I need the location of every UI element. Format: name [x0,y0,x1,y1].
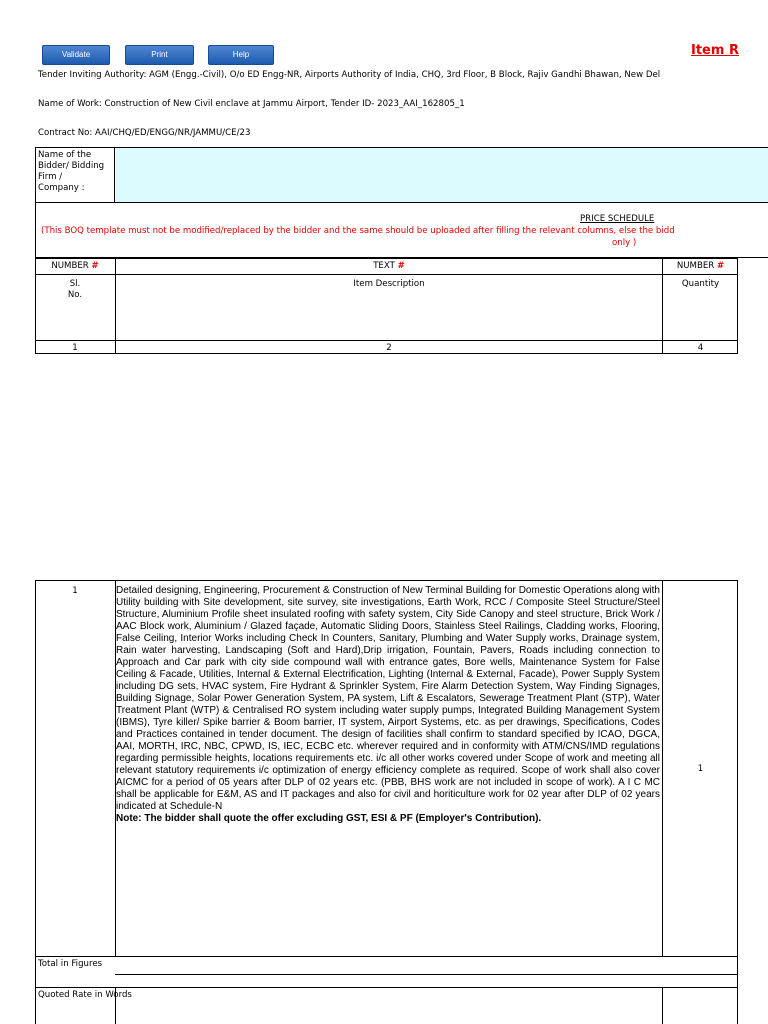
column-type-text: TEXT # [373,261,405,271]
bidder-name-input[interactable] [116,148,768,202]
column-index: 4 [697,343,704,353]
help-button[interactable]: Help [208,45,274,65]
item-description-cell [116,585,660,825]
tender-authority-text: Tender Inviting Authority: AGM (Engg.-Civil), O/o ED Engg-NR, Airports Authority of India, CHQ, 3rd Floor, B Block, Rajiv Gandhi Bhawan, New Del [38,70,661,80]
row-divider [35,274,738,275]
item-note: Note: The bidder shall quote the offer excluding GST, ESI & PF (Employer's Contribution). [116,813,542,824]
column-header-sl-no: Sl. No. [67,279,83,300]
column-header-quantity: Quantity [681,279,720,289]
quoted-rate-dividers [115,987,663,1024]
row-divider [115,974,738,975]
item-sl-no: 1 [72,586,78,596]
column-index: 2 [386,343,392,353]
validate-button[interactable]: Validate [42,45,110,65]
print-button[interactable]: Print [125,45,194,65]
price-schedule-heading: PRICE SCHEDULE [580,214,655,224]
total-in-figures-label: Total in Figures [38,959,103,969]
page-title: Item R [691,43,739,58]
column-index: 1 [72,343,78,353]
item-quantity: 1 [697,764,704,774]
column-type-number: NUMBER # [51,261,99,271]
row-divider [35,956,738,957]
column-header-item-description: Item Description [353,279,425,289]
item-description: Detailed designing, Engineering, Procurement & Construction of New Terminal Building for Domestic Operations along with Utility building with Site development, site survey, site investigations, Earth Work, RCC / Composite Steel Structure/Steel Structure, Aluminium Profile sheet insulated roofing with safety system, City Side Canopy and steel structure, Brick Work / AAC Block work, Aluminium / Glazed façade, Automatic Sliding Doors, Stainless Steel Railings, Cladding works, Flooring, False Ceiling, Interior Works including Check In Counters, Sanitary, Plumbing and Water Supply works, Drainage system, Rain water harvesting, Landscaping (Soft and Hard),Drip irrigation, Fountain, Pavers, Roads including connection to Approach and Car park with city side compound wall with entrance gates, Bore wells, Maintenance System for False Ceiling & Facade, Utilities, Internal & External Electrification, Lighting (Internal & External, Facade), Power Supply System including DG sets, HVAC system, Fire Hydrant & Sprinkler System, Fire Alarm Detection System, Way Finding Signages, Building Signage, Solar Power Generation System, PA system, Lift & Escalators, Sewerage Treatment Plant (STP), Water Treatment Plant (WTP) & Centralised RO system including water supply pumps, Integrated Building Management System (IBMS), Tyre killer/ Spike barrier & Boom barrier, IT system, Airport Systems, etc. as per drawings, Specifications, Codes and Practices contained in tender document. The design of facilities shall confirm to standard specified by ICAO, DGCA, AAI, MORTH, IRC, NBC, CPWD, IS, IEC, ECBC etc. wherever required and in conformity with ATM/CNS/IMD regulations regarding permissible heights, locations requirements etc. i/c all other works covered under Scope of work and meeting all relevant statutory requirements i/c optimization of energy efficiency complete as required. Scope of work shall also cover AICMC for a period of 05 years after DLP of 02 years etc. (PBB, BHS work are not included in scope of work). A I C MC shall be applicable for E&M, AS and IT packages and also for civil and horiticulture work for 02 year after DLP of 02 years indicated at Schedule-N [116,585,660,812]
boq-warning-text: (This BOQ template must not be modified/replaced by the bidder and the same should be uploaded after filling the relevant columns, else the bidd [41,226,675,236]
contract-no-text: Contract No: AAI/CHQ/ED/ENGG/NR/JAMMU/CE/23 [38,128,251,138]
column-type-number: NUMBER # [676,261,725,271]
quoted-rate-in-words-label: Quoted Rate in Words [38,990,132,1000]
bidder-label: Name of the Bidder/ Bidding Firm / Company : [38,150,105,193]
name-of-work-text: Name of Work: Construction of New Civil enclave at Jammu Airport, Tender ID- 2023_AAI_162805_1 [38,99,465,109]
row-divider [35,340,738,341]
boq-warning-text-cont: only ) [612,238,637,248]
